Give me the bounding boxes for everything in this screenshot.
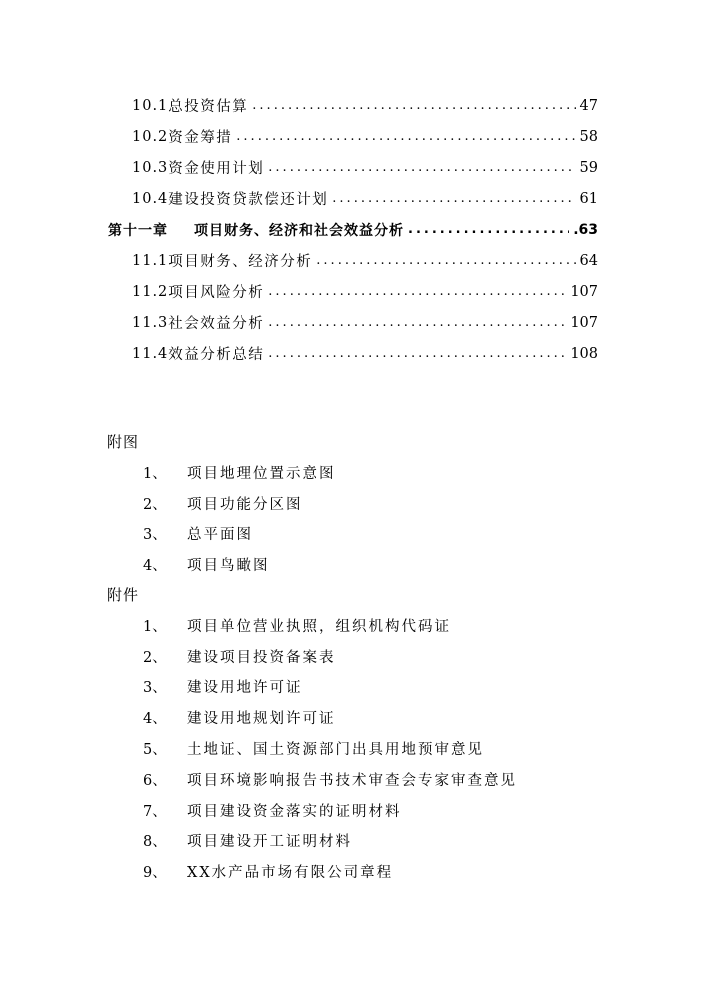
attachment-item-text: 建设用地许可证 <box>187 680 303 697</box>
table-of-contents <box>108 90 598 369</box>
toc-leader-dots <box>268 315 566 330</box>
attachment-item-text: XX水产品市场有限公司章程 <box>187 865 394 882</box>
toc-entry-title: 总投资估算 <box>168 99 249 115</box>
figures-list <box>143 457 336 580</box>
toc-entry-page: 58 <box>579 128 598 145</box>
attachment-item-text: 项目建设资金落实的证明材料 <box>187 803 402 820</box>
toc-entry-title: 项目财务、经济分析 <box>168 254 313 270</box>
toc-entry[interactable] <box>108 245 598 276</box>
toc-entry-number: 11.2 <box>132 283 169 300</box>
toc-entry-title: 效益分析总结 <box>168 347 265 363</box>
figure-item-text: 项目地理位置示意图 <box>187 465 336 482</box>
attachment-item-index: 1、 <box>143 618 167 635</box>
figure-item <box>143 519 336 550</box>
attachment-item <box>143 641 517 672</box>
attachments-list <box>143 610 517 887</box>
attachment-item-index: 4、 <box>143 711 167 728</box>
attachment-item <box>143 610 517 641</box>
toc-leader-dots <box>332 191 575 206</box>
attachment-item-index: 8、 <box>143 834 167 851</box>
toc-entry-number: 11.1 <box>132 252 169 269</box>
attachment-item <box>143 826 517 857</box>
toc-entry-title: 社会效益分析 <box>168 316 265 332</box>
toc-entry-page: 59 <box>579 159 598 176</box>
toc-entry[interactable] <box>108 121 598 152</box>
attachment-item-index: 6、 <box>143 772 167 789</box>
toc-leader-dots <box>268 160 575 175</box>
toc-chapter-page: .63 <box>573 221 598 238</box>
toc-entry-title: 建设投资贷款偿还计划 <box>168 192 329 208</box>
figures-heading: 附图 <box>107 433 140 451</box>
toc-entry[interactable] <box>108 276 598 307</box>
figure-item <box>143 549 336 580</box>
attachment-item-text: 建设项目投资备案表 <box>187 649 336 666</box>
toc-entry-number: 11.4 <box>132 345 169 362</box>
toc-entry-number: 10.3 <box>132 159 169 176</box>
attachment-item-index: 7、 <box>143 803 167 820</box>
attachment-item-index: 2、 <box>143 649 167 666</box>
toc-entry-number: 10.2 <box>132 128 169 145</box>
toc-entry-page: 61 <box>579 190 598 207</box>
toc-chapter-number: 第十一章 <box>108 222 168 239</box>
toc-entry-page: 107 <box>570 283 598 300</box>
attachment-item-text: 建设用地规划许可证 <box>187 711 336 728</box>
attachment-item <box>143 672 517 703</box>
toc-chapter-title: 项目财务、经济和社会效益分析 <box>194 222 404 239</box>
toc-leader-dots <box>268 346 566 361</box>
toc-entry-number: 10.1 <box>132 97 169 114</box>
attachment-item-index: 9、 <box>143 865 167 882</box>
toc-entry[interactable] <box>108 90 598 121</box>
toc-entry-number: 11.3 <box>132 314 169 331</box>
attachment-item-text: 土地证、国土资源部门出具用地预审意见 <box>187 742 484 759</box>
toc-leader-dots <box>252 98 575 113</box>
figure-item-index: 2、 <box>143 496 167 513</box>
attachment-item <box>143 795 517 826</box>
figure-item-index: 1、 <box>143 465 167 482</box>
toc-leader-dots <box>316 253 575 268</box>
toc-entry-page: 47 <box>579 97 598 114</box>
attachment-item <box>143 764 517 795</box>
toc-entry-page: 107 <box>570 314 598 331</box>
figure-item-text: 项目功能分区图 <box>187 496 303 513</box>
attachment-item <box>143 733 517 764</box>
attachment-item-index: 3、 <box>143 680 167 697</box>
toc-leader-dots <box>408 222 569 237</box>
toc-entry-page: 108 <box>570 345 598 362</box>
toc-entry[interactable] <box>108 152 598 183</box>
toc-leader-dots <box>268 284 566 299</box>
toc-chapter-entry[interactable] <box>108 214 598 245</box>
toc-entry[interactable] <box>108 183 598 214</box>
attachment-item-text: 项目建设开工证明材料 <box>187 834 352 851</box>
toc-entry[interactable] <box>108 307 598 338</box>
toc-entry-title: 资金使用计划 <box>168 161 265 177</box>
figure-item-index: 4、 <box>143 558 167 575</box>
attachment-item-text: 项目单位营业执照，组织机构代码证 <box>187 618 451 635</box>
figure-item-index: 3、 <box>143 527 167 544</box>
figure-item <box>143 488 336 519</box>
toc-entry[interactable] <box>108 338 598 369</box>
toc-entry-number: 10.4 <box>132 190 169 207</box>
toc-entry-title: 资金筹措 <box>168 130 233 146</box>
figure-item-text: 总平面图 <box>187 527 253 544</box>
attachments-heading: 附件 <box>107 586 140 604</box>
attachment-item <box>143 856 517 887</box>
attachment-item <box>143 702 517 733</box>
attachment-item-text: 项目环境影响报告书技术审查会专家审查意见 <box>187 772 517 789</box>
figure-item <box>143 457 336 488</box>
figure-item-text: 项目鸟瞰图 <box>187 558 270 575</box>
attachment-item-index: 5、 <box>143 742 167 759</box>
toc-entry-page: 64 <box>579 252 598 269</box>
toc-leader-dots <box>236 129 575 144</box>
toc-entry-title: 项目风险分析 <box>168 285 265 301</box>
